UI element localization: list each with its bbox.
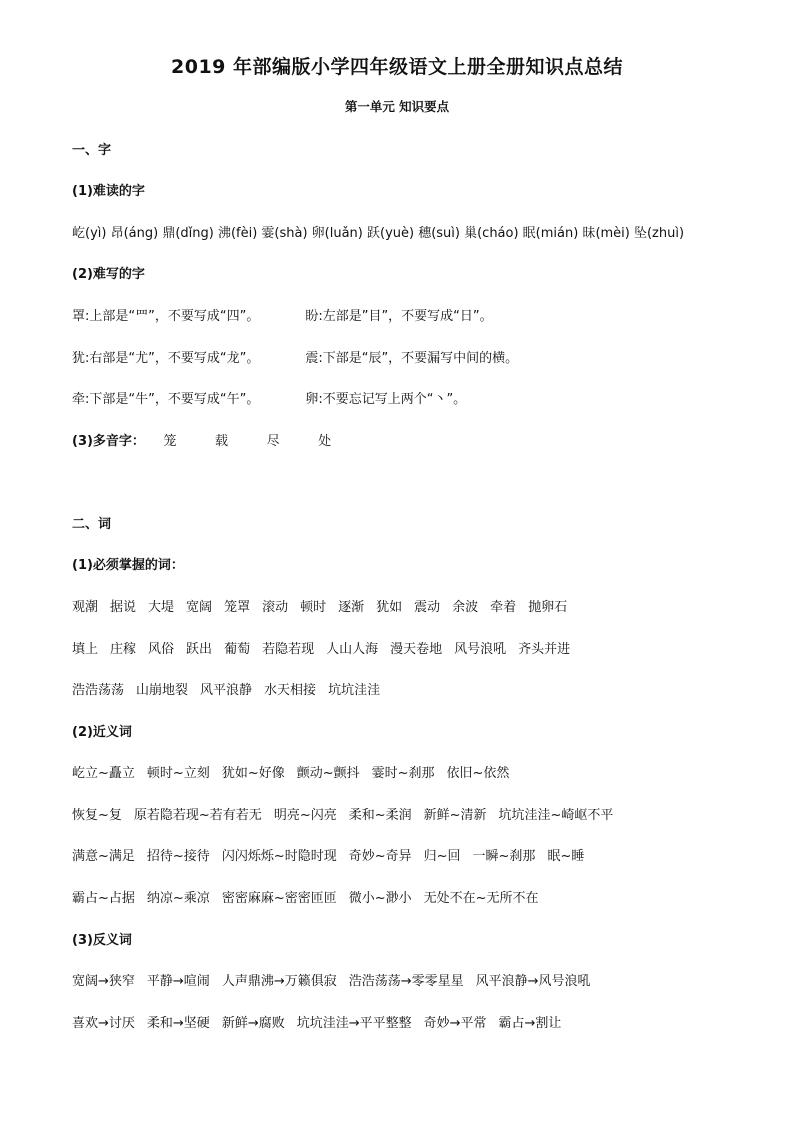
word-item: 笼罩: [224, 600, 251, 615]
word-item: 坑坑洼洼~崎岖不平: [498, 808, 614, 823]
word-item: 风平浪静: [200, 683, 253, 698]
polyphone-char: 载: [215, 434, 229, 449]
word-item: 顿时: [300, 600, 327, 615]
word-item: 顿时~立刻: [146, 766, 210, 781]
polyphone-heading: (3)多音字：: [72, 434, 145, 449]
polyphone-char: 笼: [163, 434, 177, 449]
word-item: 平静→喧闹: [146, 974, 210, 989]
synonym-row: [72, 762, 521, 781]
must-words-heading: (1)必须掌握的词：: [72, 558, 184, 573]
antonym-heading: (3)反义词: [72, 933, 132, 948]
polyphone-char: 处: [318, 434, 332, 449]
word-item: 犹如: [376, 600, 403, 615]
word-item: 观潮: [72, 600, 99, 615]
word-item: 跃出: [186, 642, 213, 657]
hard-write-right: 盼:左部是”目”，不要写成“日”。: [305, 309, 493, 324]
word-item: 人山人海: [326, 642, 379, 657]
word-item: 闪闪烁烁~时隐时现: [221, 849, 337, 864]
synonym-row: [72, 804, 625, 823]
must-words-row: [72, 638, 582, 657]
hard-write-right: 震:下部是“辰”，不要漏写中间的横。: [305, 351, 519, 366]
word-item: 一瞬~刹那: [472, 849, 536, 864]
word-item: 宽阔→狭窄: [72, 974, 135, 989]
word-item: 滚动: [262, 600, 289, 615]
word-item: 漫天卷地: [390, 642, 443, 657]
word-item: 坑坑洼洼→平平整整: [296, 1016, 412, 1031]
word-item: 招待~接待: [146, 849, 210, 864]
word-item: 牵着: [490, 600, 517, 615]
word-item: 浩浩荡荡: [72, 683, 125, 698]
word-item: 霸占→割让: [498, 1016, 562, 1031]
hard-write-left: 罩:上部是“罒”，不要写成“四”。: [72, 309, 260, 324]
word-item: 密密麻麻~密密匝匝: [221, 891, 337, 906]
word-item: 归~回: [423, 849, 461, 864]
must-words-row: [72, 679, 392, 698]
word-item: 风俗: [148, 642, 175, 657]
section-heading-characters: 一、字: [72, 143, 112, 158]
word-item: 霸占~占据: [72, 891, 135, 906]
polyphone-char: 尽: [266, 434, 280, 449]
word-item: 葡萄: [224, 642, 251, 657]
word-item: 眠~睡: [547, 849, 585, 864]
word-item: 据说: [110, 600, 137, 615]
word-item: 人声鼎沸→万籁俱寂: [221, 974, 337, 989]
unit-subtitle: 第一单元 知识要点: [344, 99, 450, 114]
word-item: 新鲜~清新: [423, 808, 487, 823]
antonym-row: [72, 1012, 573, 1031]
word-item: 霎时~刹那: [371, 766, 435, 781]
synonym-row: [72, 845, 596, 864]
word-item: 新鲜→腐败: [221, 1016, 285, 1031]
hard-write-row: [72, 347, 518, 366]
word-item: 风号浪吼: [454, 642, 507, 657]
word-item: 庄稼: [110, 642, 137, 657]
hard-write-row: [72, 388, 466, 407]
word-item: 颤动~颤抖: [296, 766, 360, 781]
word-item: 齐头并进: [518, 642, 571, 657]
word-item: 宽阔: [186, 600, 213, 615]
word-item: 浩浩荡荡→零零星星: [348, 974, 464, 989]
word-item: 逐渐: [338, 600, 365, 615]
synonym-heading: (2)近义词: [72, 725, 132, 740]
word-item: 震动: [414, 600, 441, 615]
word-item: 若隐若现: [262, 642, 315, 657]
word-item: 填上: [72, 642, 99, 657]
hard-write-heading: (2)难写的字: [72, 267, 145, 282]
word-item: 大堤: [148, 600, 175, 615]
synonym-row: [72, 887, 551, 906]
must-words-row: [72, 596, 579, 615]
word-item: 恢复~复: [72, 808, 122, 823]
section-heading-words: 二、词: [72, 517, 112, 532]
word-item: 柔和~柔润: [348, 808, 412, 823]
word-item: 原若隐若现~若有若无: [133, 808, 262, 823]
hard-write-left: 牵:下部是“牛”，不要写成“午”。: [72, 392, 260, 407]
word-item: 风平浪静→风号浪吼: [475, 974, 591, 989]
hard-write-row: [72, 305, 493, 324]
word-item: 抛卵石: [528, 600, 568, 615]
word-item: 山崩地裂: [136, 683, 189, 698]
word-item: 坑坑洼洼: [328, 683, 381, 698]
word-item: 柔和→坚硬: [146, 1016, 210, 1031]
word-item: 余波: [452, 600, 479, 615]
word-item: 喜欢→讨厌: [72, 1016, 135, 1031]
hard-read-heading: (1)难读的字: [72, 184, 145, 199]
word-item: 奇妙→平常: [423, 1016, 487, 1031]
word-item: 纳凉~乘凉: [146, 891, 210, 906]
word-item: 屹立~矗立: [72, 766, 135, 781]
hard-write-right: 卵:不要忘记写上两个“丶”。: [305, 392, 467, 407]
polyphone-row: [72, 430, 351, 449]
page-title: 2019 年部编版小学四年级语文上册全册知识点总结: [171, 56, 623, 78]
word-item: 依旧~依然: [446, 766, 510, 781]
word-item: 无处不在~无所不在: [423, 891, 539, 906]
word-item: 满意~满足: [72, 849, 135, 864]
word-item: 犹如~好像: [221, 766, 285, 781]
hard-read-line: 屹(yì) 昂(áng) 鼎(dǐng) 沸(fèi) 霎(shà) 卵(luǎn) 跃(yuè) 穗(suì) 巢(cháo) 眠(mián) 昧(mèi) 坠(zhuì): [72, 226, 685, 241]
hard-write-left: 犹:右部是“尤”，不要写成“龙”。: [72, 351, 260, 366]
antonym-row: [72, 970, 603, 989]
word-item: 明亮~闪亮: [273, 808, 337, 823]
word-item: 奇妙~奇异: [348, 849, 412, 864]
word-item: 微小~渺小: [348, 891, 412, 906]
word-item: 水天相接: [264, 683, 317, 698]
